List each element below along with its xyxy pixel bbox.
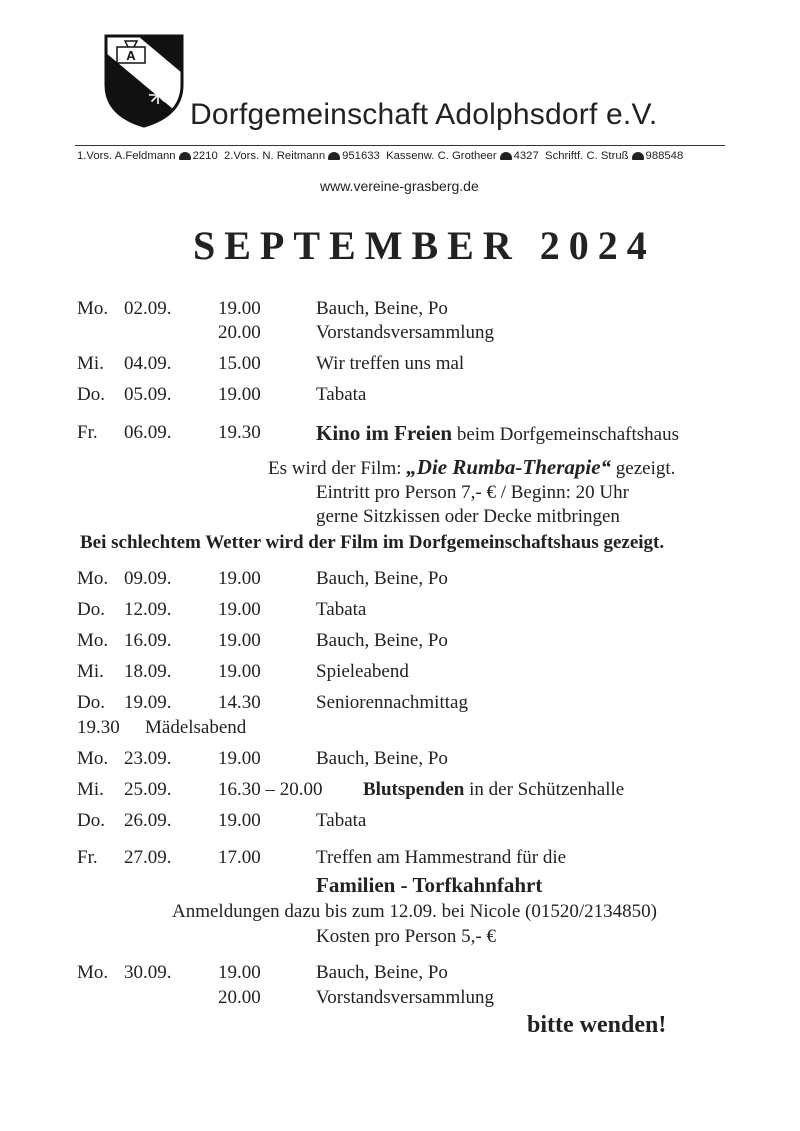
event-date: 30.09. (124, 962, 172, 983)
phone-icon (179, 152, 191, 160)
event-text: Vorstandsversammlung (316, 322, 495, 343)
event-text: Tabata (316, 810, 367, 831)
event-time: 19.00 (218, 748, 261, 769)
event-text (316, 421, 679, 446)
event-date: 02.09. (124, 298, 172, 319)
event-time: 14.30 (218, 692, 261, 713)
event-highlight: Familien - Torfkahnfahrt (316, 873, 543, 897)
event-time: 20.00 (218, 322, 261, 343)
organization-name: Dorfgemeinschaft Adolphsdorf e.V. (190, 98, 658, 131)
event-time: 17.00 (218, 847, 261, 868)
event-date: 05.09. (124, 384, 172, 405)
event-detail: in der Schützenhalle (464, 779, 625, 800)
contact-line (77, 150, 683, 162)
event-time: 19.00 (218, 599, 261, 620)
event-time: 19.00 (218, 568, 261, 589)
event-day: Mo. (77, 298, 109, 319)
turn-over-note: bitte wenden! (527, 1012, 667, 1038)
event-day: Do. (77, 599, 105, 620)
event-date: 12.09. (124, 599, 172, 620)
contact-phone: 988548 (645, 150, 684, 162)
film-title: „Die Rumba-Therapie“ (406, 455, 612, 479)
event-time: 20.00 (218, 987, 261, 1008)
admission-note: Eintritt pro Person 7,- € / Beginn: 20 Uhr (316, 482, 629, 503)
event-date: 23.09. (124, 748, 172, 769)
event-time: 19.00 (218, 298, 261, 319)
event-date: 16.09. (124, 630, 172, 651)
cost-note: Kosten pro Person 5,- € (316, 926, 496, 947)
event-text: Spieleabend (316, 661, 409, 682)
event-text: Bauch, Beine, Po (316, 748, 448, 769)
event-text: Vorstandsversammlung (316, 987, 495, 1008)
event-highlight: Blutspenden (363, 779, 465, 800)
event-text: Bauch, Beine, Po (316, 962, 448, 983)
event-date: 18.09. (124, 661, 172, 682)
film-note-suffix: gezeigt. (611, 458, 676, 479)
event-time: 19.30 (218, 422, 261, 443)
phone-icon (500, 152, 512, 160)
month-title: SEPTEMBER 2024 (193, 223, 656, 268)
film-note-prefix: Es wird der Film: (268, 458, 407, 479)
contact-name: Schriftf. C. Struß (545, 150, 629, 162)
contact-name: 1.Vors. A.Feldmann (77, 150, 176, 162)
film-note (268, 455, 675, 480)
event-date: 27.09. (124, 847, 172, 868)
event-text: Seniorennachmittag (316, 692, 468, 713)
contact-phone: 951633 (342, 150, 380, 162)
website-link[interactable]: www.vereine-grasberg.de (320, 178, 479, 194)
event-day: Mi. (77, 661, 104, 682)
event-time: 15.00 (218, 353, 261, 374)
event-time: 19.00 (218, 962, 261, 983)
weather-note: Bei schlechtem Wetter wird der Film im Dorfgemeinschaftshaus gezeigt. (80, 532, 665, 553)
registration-note: Anmeldungen dazu bis zum 12.09. bei Nicole (01520/2134850) (172, 901, 657, 922)
event-day: Fr. (77, 847, 98, 868)
event-highlight: Kino im Freien (316, 421, 453, 445)
contact-name: 2.Vors. N. Reitmann (224, 150, 326, 162)
contact-name: Kassenw. C. Grotheer (386, 150, 497, 162)
event-time: 16.30 – 20.00 (218, 779, 323, 800)
logo-letter: A (126, 48, 136, 63)
event-time: 19.30 (77, 717, 120, 738)
event-day: Do. (77, 810, 105, 831)
event-detail: beim Dorfgemeinschaftshaus (452, 424, 679, 445)
event-text: Wir treffen uns mal (316, 353, 465, 374)
event-text (363, 779, 624, 801)
event-date: 04.09. (124, 353, 172, 374)
event-text: Bauch, Beine, Po (316, 630, 448, 651)
event-text: Bauch, Beine, Po (316, 568, 448, 589)
event-date: 19.09. (124, 692, 172, 713)
event-date: 06.09. (124, 422, 172, 443)
event-day: Do. (77, 692, 105, 713)
event-day: Do. (77, 384, 105, 405)
event-time: 19.00 (218, 810, 261, 831)
event-day: Mo. (77, 568, 109, 589)
event-day: Mi. (77, 353, 104, 374)
event-text: Bauch, Beine, Po (316, 298, 448, 319)
event-day: Mi. (77, 779, 104, 800)
event-day: Mo. (77, 962, 109, 983)
contact-phone: 4327 (513, 150, 539, 162)
event-time: 19.00 (218, 384, 261, 405)
header-divider (75, 145, 725, 146)
event-day: Mo. (77, 630, 109, 651)
event-text: Tabata (316, 599, 367, 620)
cushion-note: gerne Sitzkissen oder Decke mitbringen (316, 506, 620, 527)
phone-icon (328, 152, 340, 160)
event-day: Fr. (77, 422, 98, 443)
event-time: 19.00 (218, 661, 261, 682)
event-text: Treffen am Hammestrand für die (316, 847, 567, 868)
phone-icon (632, 152, 644, 160)
event-text: Mädelsabend (145, 717, 247, 738)
event-date: 25.09. (124, 779, 172, 800)
event-date: 26.09. (124, 810, 172, 831)
event-text: Tabata (316, 384, 367, 405)
contact-phone: 2210 (192, 150, 218, 162)
coat-of-arms-logo (103, 33, 185, 129)
event-date: 09.09. (124, 568, 172, 589)
event-day: Mo. (77, 748, 109, 769)
event-time: 19.00 (218, 630, 261, 651)
